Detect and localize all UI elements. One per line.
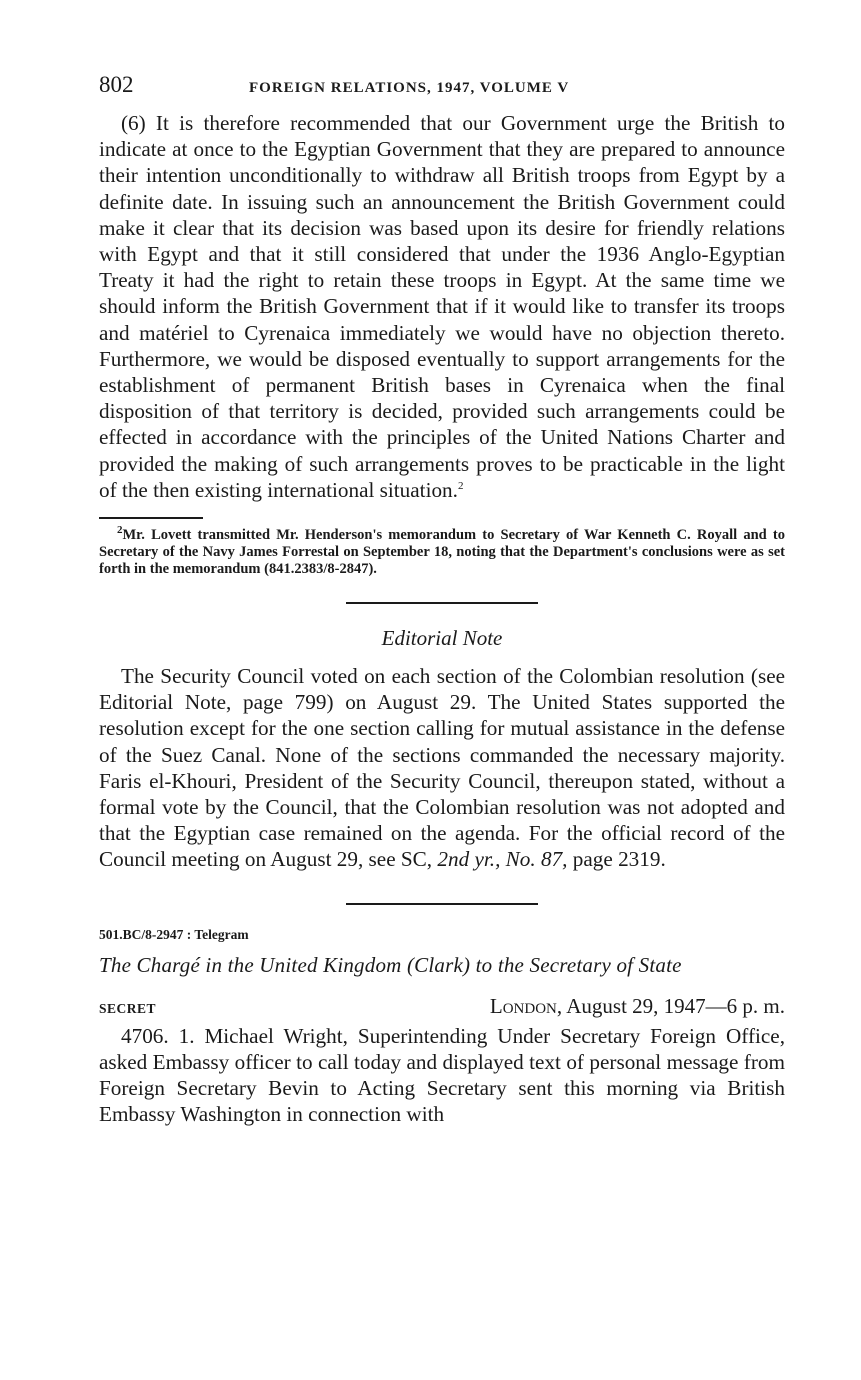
running-head: FOREIGN RELATIONS, 1947, VOLUME V <box>249 80 570 96</box>
editorial-note-title: Editorial Note <box>381 626 503 651</box>
editorial-note-page: page 2319. <box>572 847 666 872</box>
page-header <box>99 72 785 110</box>
recommendation-section <box>99 110 785 503</box>
page-number: 802 <box>99 72 134 97</box>
page-content <box>99 72 785 1127</box>
telegram-date: August 29, 1947—6 p. m. <box>566 993 785 1018</box>
recommendation-text: (6) It is therefore recommended that our Government urge the British to indicate at once to the Egyptian Government that they are prepared to announce their intention unconditionally to withdraw all British troops from Egypt by a definite date. In issuing such an announcement the British Government could make it clear that its decision was based upon its desire for friendly relations with Egypt and that it still considered that under the 1936 Anglo-Egyptian Treaty it had the right to retain these troops in Egypt. At the same time we should inform the British Government that if it would like to transfer its troops and matériel to Cyrenaica immediately we would have no objection thereto. Furthermore, we would be disposed eventually to support arrangements for the establishment of permanent British bases in Cyrenaica when the final disposition of that territory is decided, provided such arrangements could be effected in accordance with the principles of the United Nations Charter and provided the making of such arrangements proves to be practicable in the light of the then existing international situation. <box>99 111 785 502</box>
footnote-marker: 2 <box>117 524 123 537</box>
footnote-reference: 2 <box>457 479 464 492</box>
telegram-title: The Chargé in the United Kingdom (Clark) to the Secretary of State <box>99 952 682 977</box>
section-divider <box>346 602 538 604</box>
place-and-date <box>490 994 785 1019</box>
footnote-text: Mr. Lovett transmitted Mr. Henderson's memorandum to Secretary of War Kenneth C. Royall and to Secretary of the Navy James Forrestal on September 18, noting that the Department's conclusions were as set forth in the memorandum (841.2383/8-2847). <box>99 527 785 578</box>
editorial-note-section <box>99 663 785 873</box>
recommendation-paragraph <box>99 110 785 503</box>
editorial-note-text: The Security Council voted on each section of the Colombian resolution (see Editorial Note, page 799) on August 29. The United States supported the resolution except for the one section calling for mutual assistance in the defense of the Suez Canal. None of the sections commanded the necessary majority. Faris el-Khouri, President of the Security Council, thereupon stated, without a formal vote by the Council, that the Colombian resolution was not adopted and that the Egyptian case remained on the agenda. For the official record of the Council meeting on August 29, see SC, <box>99 664 785 872</box>
footnote <box>99 524 785 578</box>
telegram-paragraph: 4706. 1. Michael Wright, Superintending Under Secretary Foreign Office, asked Embassy officer to call today and displayed text of personal message from Foreign Secretary Bevin to Acting Secretary sent this morning via British Embassy Washington in connection with <box>99 1023 785 1127</box>
footnote-divider <box>99 517 203 519</box>
classification-label: SECRET <box>99 1000 157 1016</box>
telegram-dateline <box>99 994 785 1019</box>
telegram-place: London, <box>489 993 563 1018</box>
telegram-file-reference: 501.BC/8-2947 : Telegram <box>99 926 249 942</box>
editorial-note-citation: 2nd yr., No. 87, <box>437 847 568 872</box>
telegram-body <box>99 1023 785 1128</box>
editorial-note-paragraph <box>99 663 785 873</box>
